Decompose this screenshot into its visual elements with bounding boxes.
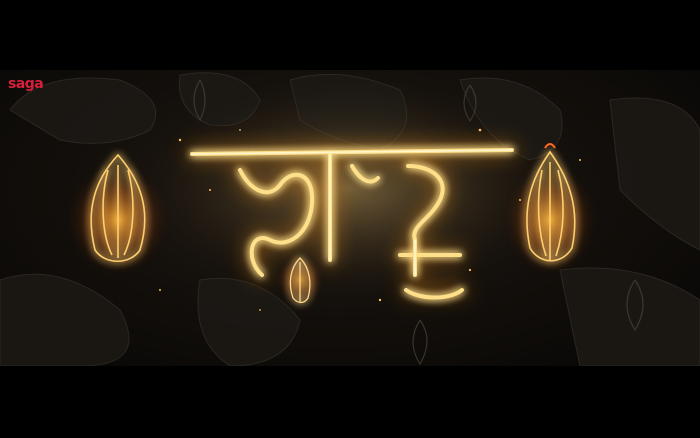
small-lamp	[274, 252, 326, 308]
scene-artwork	[0, 70, 700, 366]
video-scene	[0, 70, 700, 366]
channel-logo: saga	[8, 76, 44, 92]
